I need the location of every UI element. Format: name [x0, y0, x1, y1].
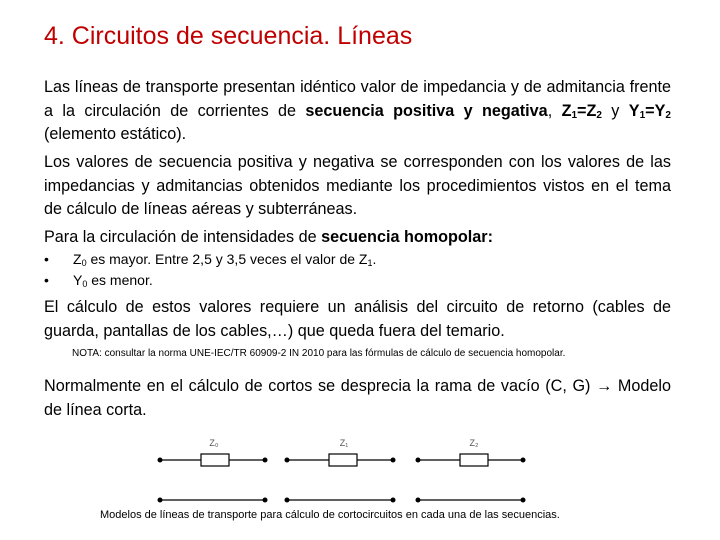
label-z0: Z₀	[209, 438, 219, 448]
text: ,	[547, 101, 562, 120]
formula-z: $Z_1=Z_2$	[561, 101, 602, 121]
bold-sequence-positive-negative: secuencia positiva y negativa	[305, 101, 548, 120]
model-negative-sequence	[416, 438, 526, 503]
paragraph-impedance	[44, 76, 671, 147]
paragraph-homopolar: Para la circulación de intensidades de secuencia homopolar:	[44, 228, 493, 246]
paragraph-values: Los valores de secuencia positiva y negativa se corresponden con los valores de las impedancias y admitancias obtenidos mediante los procedimientos vistos en el tema de cálculo de líneas aéreas y subterráneas.	[44, 153, 671, 218]
bold-homopolar: secuencia homopolar:	[321, 228, 493, 246]
paragraph-return-circuit: El cálculo de estos valores requiere un análisis del circuito de retorno (cables de guarda, pantallas de los cables,…) que queda fuera del temario.	[44, 298, 671, 340]
impedance-z1	[329, 454, 357, 466]
impedance-z2	[460, 454, 488, 466]
model-zero-sequence	[158, 438, 268, 503]
list-item: • $Z_0$ es mayor. Entre 2,5 y 3,5 veces el valor de $Z_1$.	[44, 251, 377, 268]
list-item: • $Y_0$ es menor.	[44, 272, 153, 289]
label-z1: Z₁	[339, 438, 349, 448]
formula-y: $Y_1=Y_2$	[628, 101, 671, 121]
line-models-diagram	[0, 430, 720, 510]
impedance-z0	[201, 454, 229, 466]
diagram-caption: Modelos de líneas de transporte para cálculo de cortocircuitos en cada una de las secuencias.	[100, 509, 560, 521]
page-title: 4. Circuitos de secuencia. Líneas	[44, 22, 413, 50]
paragraph-short-line: Normalmente en el cálculo de cortos se desprecia la rama de vacío (C, G) → Modelo de línea corta.	[44, 377, 671, 419]
homopolar-list	[44, 249, 671, 291]
text: (elemento estático).	[44, 125, 187, 143]
text: Las líneas de transporte presentan idéntico valor de impedancia y de admitancia frente a la circulación de corrientes de	[44, 78, 671, 120]
note: NOTA: consultar la norma UNE-IEC/TR 60909-2 IN 2010 para las fórmulas de cálculo de secuencia homopolar.	[72, 348, 566, 359]
model-positive-sequence	[285, 438, 396, 503]
text: y	[601, 101, 629, 120]
arrow-right-icon: →	[596, 377, 613, 395]
label-z2: Z₂	[469, 438, 479, 448]
